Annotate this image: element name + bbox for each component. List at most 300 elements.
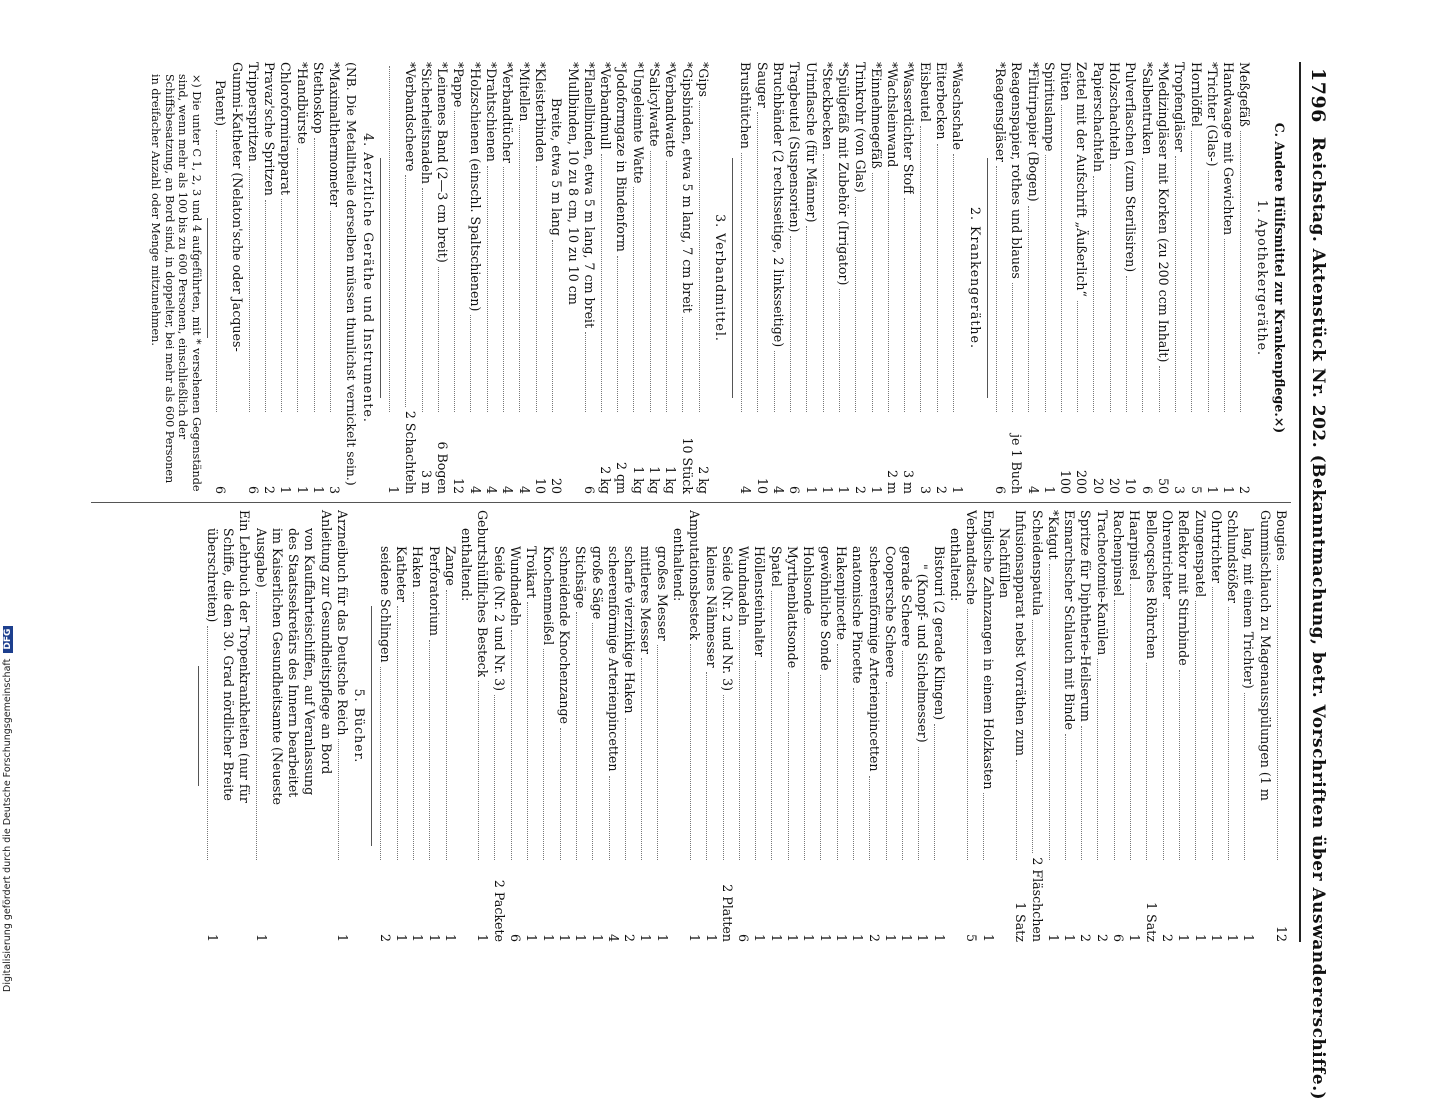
item-label: Ausgabe)	[253, 528, 269, 588]
dot-leader	[837, 644, 838, 860]
separator-rule	[987, 158, 988, 398]
item-label: große Säge	[589, 546, 605, 620]
item-label: Eisbeutel	[917, 62, 933, 122]
item-quantity: 6	[581, 485, 597, 494]
item-quantity: 3	[917, 485, 933, 494]
list-item	[474, 510, 490, 942]
item-quantity: 5	[1188, 485, 1204, 494]
list-item	[1045, 510, 1061, 942]
item-label: Verbandtasche	[964, 510, 980, 605]
page-title: Reichstag. Aktenstück Nr. 202. (Bekanntmachung, betr. Vorschriften über Auswandererschiffe.)	[1308, 136, 1328, 1100]
list-item	[581, 62, 597, 494]
dot-leader	[609, 776, 610, 860]
list-item	[523, 510, 539, 942]
item-quantity: 2 qm	[614, 461, 630, 494]
separator-rule	[380, 158, 381, 398]
item-quantity: 1 kg	[663, 466, 679, 494]
item-label: *Gipsbinden, etwa 5 m lang, 7 cm breit	[679, 62, 695, 313]
dfg-credit-text: Digitalisierung gefördert durch die Deutsche Forschungsgemeinschaft	[2, 658, 13, 992]
list-item	[900, 62, 916, 494]
list-item	[466, 62, 482, 494]
list-item	[1061, 510, 1077, 942]
list-item	[1220, 62, 1236, 494]
list-item	[245, 62, 261, 494]
item-quantity: 4	[484, 485, 500, 494]
item-quantity: 6	[992, 485, 1008, 494]
right-column	[89, 510, 1289, 942]
item-label: scharfe vierzinkige Haken	[622, 546, 638, 714]
item-label: Tripperspritzen	[245, 62, 261, 162]
dot-leader	[543, 649, 544, 860]
dot-leader	[256, 592, 257, 860]
list-item	[483, 62, 499, 494]
list-item	[1093, 510, 1109, 942]
list-item-line: enthaltend:	[948, 528, 964, 602]
list-item	[646, 62, 662, 494]
list-item	[800, 510, 816, 942]
dot-leader	[1061, 105, 1062, 412]
item-label: *Spülgefäß mit Zubehör (Irrigator)	[836, 62, 852, 286]
item-quantity: 10 Stück	[679, 437, 695, 494]
list-item	[393, 510, 409, 942]
list-item	[851, 62, 867, 494]
dot-leader	[601, 154, 602, 412]
item-label: Seide (Nr. 2 und Nr. 3)	[719, 546, 735, 692]
list-item-line: enthaltend:	[459, 528, 475, 602]
list-item	[409, 510, 425, 942]
dot-leader	[682, 317, 683, 412]
item-quantity: 1	[803, 485, 819, 494]
list-item	[865, 510, 881, 942]
dot-leader	[657, 645, 658, 860]
list-item-line: Gummischlauch zu Magenausspülungen (1 m	[1257, 510, 1273, 801]
list-item	[613, 62, 629, 494]
dot-leader	[872, 173, 873, 412]
rotated-document	[85, 62, 1335, 1100]
dot-leader	[1208, 171, 1209, 412]
dot-leader	[741, 153, 742, 412]
list-item	[261, 62, 277, 494]
dot-leader	[454, 111, 455, 412]
item-quantity: 6	[245, 485, 261, 494]
item-quantity: 20	[1090, 477, 1106, 494]
dot-leader	[1146, 663, 1147, 860]
list-item	[686, 510, 702, 942]
dot-leader	[690, 644, 691, 860]
item-quantity: 6	[736, 933, 752, 942]
item-label: Holzschachteln	[1107, 62, 1123, 161]
item-quantity: 2	[866, 933, 882, 942]
dot-leader	[823, 154, 824, 412]
list-item	[450, 62, 466, 494]
list-item	[425, 510, 441, 942]
item-label: Ohrtrichter	[1208, 510, 1224, 584]
list-item	[1273, 510, 1289, 942]
item-label: *Katgut	[1045, 510, 1061, 560]
list-item	[1089, 62, 1105, 494]
item-quantity: 1	[850, 933, 866, 942]
item-quantity: 2	[622, 933, 638, 942]
item-quantity: 1	[311, 485, 327, 494]
list-item	[499, 62, 515, 494]
item-label: Reagenspapier, rothes und blaues	[1009, 62, 1025, 279]
item-quantity: 2 kg	[598, 466, 614, 494]
subsection-heading: 4. Aerztliche Geräthe und Instrumente.	[360, 133, 376, 423]
item-label: Bistouri (2 gerade Klingen)	[931, 546, 947, 721]
item-quantity: 1 Satz	[1013, 902, 1029, 942]
item-label: lang, mit einem Trichter)	[1241, 528, 1257, 689]
list-item	[507, 510, 523, 942]
dot-leader	[774, 351, 775, 412]
item-quantity: 2	[1094, 933, 1110, 942]
item-quantity: 1 kg	[630, 466, 646, 494]
list-item	[833, 510, 849, 942]
item-label: *Verbandwatte	[663, 62, 679, 158]
item-label: Katheter	[393, 546, 409, 603]
dot-leader	[413, 592, 414, 860]
dot-leader	[405, 175, 406, 406]
item-label: Zungenspatel	[1192, 510, 1208, 598]
item-quantity: 1	[752, 933, 768, 942]
list-item	[1204, 62, 1220, 494]
item-quantity: 1	[833, 933, 849, 942]
dot-leader	[1097, 659, 1098, 860]
dot-leader	[772, 591, 773, 860]
dot-leader	[888, 171, 889, 412]
list-item	[401, 62, 417, 494]
dot-leader	[804, 618, 805, 860]
item-quantity: 1	[1208, 933, 1224, 942]
list-item-line: enthaltend:	[671, 528, 687, 602]
list-item	[979, 510, 995, 942]
item-label: *Holzschienen (einschl. Spaltschienen)	[467, 62, 483, 312]
item-label: Wundnadeln	[736, 546, 752, 626]
item-label: Tracheotomie-Kanülen	[1094, 510, 1110, 656]
left-column	[89, 62, 1289, 494]
item-label: Bougies	[1274, 510, 1289, 561]
list-item	[490, 510, 506, 942]
dot-leader	[983, 793, 984, 860]
item-label: scheerenförmige Arterienpincetten	[605, 546, 621, 772]
item-quantity: 1	[393, 933, 409, 942]
list-item	[326, 62, 342, 494]
list-item	[802, 62, 818, 494]
list-item	[768, 510, 784, 942]
separator-rule	[371, 606, 372, 846]
item-quantity: 4	[605, 933, 621, 942]
item-quantity: 1	[278, 485, 294, 494]
item-label: Brusthütchen	[738, 62, 754, 149]
list-item	[605, 510, 621, 942]
item-label: *Filtrirpapier (Bogen)	[1025, 62, 1041, 202]
list-item	[737, 62, 753, 494]
dot-leader	[996, 166, 997, 412]
dfg-logo: DFG	[3, 626, 13, 653]
item-quantity: 2 kg	[695, 466, 711, 494]
list-item-line: Ein Lehrbuch der Tropenkrankheiten (nur für	[237, 510, 253, 803]
item-quantity: 10	[1123, 477, 1139, 494]
list-item	[914, 510, 930, 942]
list-item	[532, 62, 548, 494]
dot-leader	[503, 167, 504, 412]
item-quantity: 4	[467, 485, 483, 494]
item-label: Spatel	[768, 546, 784, 587]
item-quantity: je 1 Buch	[1009, 434, 1025, 494]
list-item	[719, 510, 735, 942]
list-item	[695, 62, 711, 494]
list-item	[1122, 62, 1138, 494]
list-item	[252, 510, 268, 942]
list-item	[293, 62, 309, 494]
item-quantity: 1	[1062, 933, 1078, 942]
list-item	[1012, 510, 1028, 942]
item-label: *Salbentruken	[1139, 62, 1155, 155]
item-label: Perforatorium	[426, 546, 442, 636]
list-item	[334, 510, 350, 942]
item-label: anatomische Pincette	[850, 546, 866, 684]
item-label: mittleres Messer	[638, 546, 654, 655]
item-quantity: 5	[964, 933, 980, 942]
item-label: Pravaz'sche Spritzen	[262, 62, 278, 196]
separator-rule	[198, 666, 199, 786]
item-label: Bellocqsches Röhrchen	[1143, 510, 1159, 659]
dot-leader	[820, 675, 821, 860]
dot-leader	[937, 144, 938, 412]
list-item	[1138, 62, 1154, 494]
dot-leader	[519, 125, 520, 412]
item-quantity: 1	[1221, 485, 1237, 494]
list-item	[754, 62, 770, 494]
item-label: *Reagensgläser	[992, 62, 1008, 163]
item-quantity: 2 m	[885, 470, 901, 494]
item-label: *Kleisterbinden	[532, 62, 548, 163]
dot-leader	[1228, 607, 1229, 860]
item-quantity: 6	[1139, 485, 1155, 494]
item-quantity: 2 Platten	[719, 884, 735, 942]
item-label: überschreiten)	[204, 528, 220, 623]
item-label: Ohrentrichter	[1159, 510, 1175, 599]
dot-leader	[1077, 301, 1078, 412]
separator-rule	[732, 158, 733, 398]
list-item	[662, 62, 678, 494]
list-item	[212, 62, 228, 494]
item-quantity: 2 Packete	[491, 879, 507, 942]
list-item	[515, 62, 531, 494]
item-quantity: 1	[426, 933, 442, 942]
list-item	[1041, 62, 1057, 494]
list-item	[1187, 62, 1203, 494]
dot-leader	[920, 126, 921, 412]
dot-leader	[207, 626, 208, 860]
item-label: Scheidenspatula	[1029, 510, 1045, 616]
dot-leader	[723, 695, 724, 860]
dot-leader	[314, 138, 315, 412]
item-quantity: 1	[1041, 485, 1057, 494]
item-quantity: 6	[1111, 933, 1127, 942]
item-quantity: 3	[327, 485, 343, 494]
item-label: Papierschachteln	[1090, 62, 1106, 172]
item-quantity: 10	[532, 477, 548, 494]
dot-leader	[265, 200, 266, 412]
dot-leader	[1028, 206, 1029, 412]
dot-leader	[666, 161, 667, 412]
dot-leader	[902, 651, 903, 860]
list-item	[1171, 62, 1187, 494]
item-quantity: 12	[1274, 925, 1289, 942]
item-label: Geburtshülfliches Besteck	[475, 510, 491, 678]
item-quantity: 4	[500, 485, 516, 494]
list-item	[1077, 510, 1093, 942]
dot-leader	[918, 747, 919, 860]
dot-leader	[536, 166, 537, 412]
item-label: Esmarchscher Schlauch mit Binde	[1062, 510, 1078, 730]
separator-rule	[207, 218, 208, 338]
item-quantity: 1 Satz	[1143, 902, 1159, 942]
item-quantity: 20	[549, 477, 565, 494]
dot-leader	[1016, 760, 1017, 860]
item-label: Zettel mit der Aufschrift „Äußerlich“	[1074, 62, 1090, 297]
item-quantity: 2	[262, 485, 278, 494]
list-item	[434, 62, 450, 494]
item-label: *Wasserdichter Stoff	[901, 62, 917, 195]
list-item	[751, 510, 767, 942]
item-label: *Verbandtücher	[500, 62, 516, 164]
list-item	[868, 62, 884, 494]
item-quantity: 1	[915, 933, 931, 942]
dot-leader	[1130, 584, 1131, 860]
list-item	[277, 62, 293, 494]
list-item-line: *Mullbinden, 10 zu 8 cm, 10 zu 10 cm	[565, 62, 581, 305]
item-quantity: 1	[1176, 933, 1192, 942]
list-item	[1110, 510, 1126, 942]
dot-leader	[1012, 283, 1013, 412]
dot-leader	[1195, 601, 1196, 860]
dot-leader	[625, 718, 626, 860]
dot-leader	[1126, 276, 1127, 412]
dot-leader	[281, 199, 282, 412]
list-item	[588, 510, 604, 942]
item-label: Spirituslampe	[1041, 62, 1057, 152]
list-item-line: des Staatssekretärs des Innern bearbeitet	[286, 528, 302, 798]
item-quantity: 1	[819, 485, 835, 494]
item-label: Knochenmeißel	[540, 546, 556, 646]
page-number: 1796	[1307, 68, 1329, 123]
dot-leader	[904, 198, 905, 412]
list-item	[203, 510, 219, 942]
dot-leader	[576, 612, 577, 860]
item-label: gerade Scheere	[899, 546, 915, 647]
column-divider	[91, 502, 1291, 503]
dot-leader	[511, 630, 512, 860]
item-label: Infusionsapparat nebst Vorräthen zum	[1013, 510, 1029, 756]
item-label: gewöhnliche Sonde	[817, 546, 833, 671]
footnote: ×) Die unter C 1, 2, 3 und 4 aufgeführten, mit * versehenen Gegenstände sind, wenn mehr als 100 bis zu 600 Personen, einschließlich der Schiffsbesatzung, an Bord sind, in doppelter, bei mehr als 600 Personen in dreifacher Anzahl oder Menge mitzunehmen.	[149, 74, 203, 492]
dot-leader	[934, 724, 935, 860]
list-item	[819, 62, 835, 494]
list-item	[548, 62, 564, 494]
list-item	[784, 510, 800, 942]
item-label: Düten	[1058, 62, 1074, 101]
item-label: Patent)	[213, 80, 229, 127]
dot-leader	[855, 197, 856, 412]
dot-leader	[839, 289, 840, 412]
item-quantity: 6	[508, 933, 524, 942]
item-label: Chloroformirapparat	[278, 62, 294, 195]
item-label: Haken	[410, 546, 426, 588]
item-label: Zange	[442, 546, 458, 586]
item-label: Breite, etwa 5 m lang	[549, 98, 565, 236]
item-label: Stethoskop	[311, 62, 327, 134]
dot-leader	[617, 256, 618, 412]
dot-leader	[330, 211, 331, 412]
dot-leader	[585, 332, 586, 412]
item-quantity: 1	[410, 933, 426, 942]
list-item-line: Schiffe, die den 30. Grad nördlicher Breite	[221, 528, 236, 801]
item-quantity: 12	[451, 477, 467, 494]
item-label: Myrthenblattsonde	[785, 546, 801, 669]
item-quantity: 10	[754, 477, 770, 494]
item-quantity: 1	[931, 933, 947, 942]
subsection-heading: 3. Verbandmittel.	[713, 214, 729, 342]
list-item	[770, 62, 786, 494]
item-label: schneidende Knochenzange	[556, 546, 572, 724]
item-quantity: 1	[817, 933, 833, 942]
item-label: *Flanellbinden, etwa 5 m lang, 7 cm breit	[581, 62, 597, 329]
list-item	[556, 510, 572, 942]
item-label: Stichsäge	[573, 546, 589, 609]
item-label: Troikart	[524, 546, 540, 599]
item-quantity: 1	[556, 933, 572, 942]
item-quantity: 3 m	[901, 470, 917, 494]
item-quantity: 1	[980, 933, 996, 942]
item-quantity: 1	[386, 485, 402, 494]
item-quantity: 4	[516, 485, 532, 494]
item-label: *Salicylwatte	[647, 62, 663, 147]
dot-leader	[1110, 164, 1111, 412]
item-quantity: 1	[836, 485, 852, 494]
item-label: scheerenförmige Arterienpincetten	[866, 546, 882, 772]
item-label: *Maximalthermometer	[327, 62, 343, 208]
list-item	[1159, 510, 1175, 942]
item-label: *Jodoformgaze in Bindenform	[614, 62, 630, 252]
dot-leader	[560, 728, 561, 860]
item-label: Arzneibuch für das Deutsche Reich	[335, 510, 351, 736]
item-label: Sauger	[754, 62, 770, 108]
item-quantity: 1	[1045, 933, 1061, 942]
list-item-line: von Kauffahrteischiffen, auf Veranlassung	[302, 528, 318, 796]
item-quantity: 4	[771, 485, 787, 494]
dot-leader	[788, 672, 789, 860]
item-quantity: 1	[882, 933, 898, 942]
item-quantity: 2	[934, 485, 950, 494]
dot-leader	[446, 590, 447, 860]
dot-leader	[967, 609, 968, 860]
item-label: *Medizingläser mit Korken (zu 200 ccm Inhalt)	[1155, 62, 1171, 363]
list-item	[1240, 510, 1256, 942]
dot-leader	[494, 695, 495, 860]
item-quantity: 2	[1078, 933, 1094, 942]
item-quantity: 1	[524, 933, 540, 942]
list-item	[1057, 62, 1073, 494]
item-quantity: 1	[442, 933, 458, 942]
item-quantity: 3 m	[418, 470, 434, 494]
dot-leader	[429, 640, 430, 860]
dot-leader	[790, 236, 791, 412]
item-label: Spritze für Diphtherie-Heilserum	[1078, 510, 1094, 722]
list-item	[1224, 510, 1240, 942]
list-item	[1028, 510, 1044, 942]
dot-leader	[389, 66, 390, 412]
